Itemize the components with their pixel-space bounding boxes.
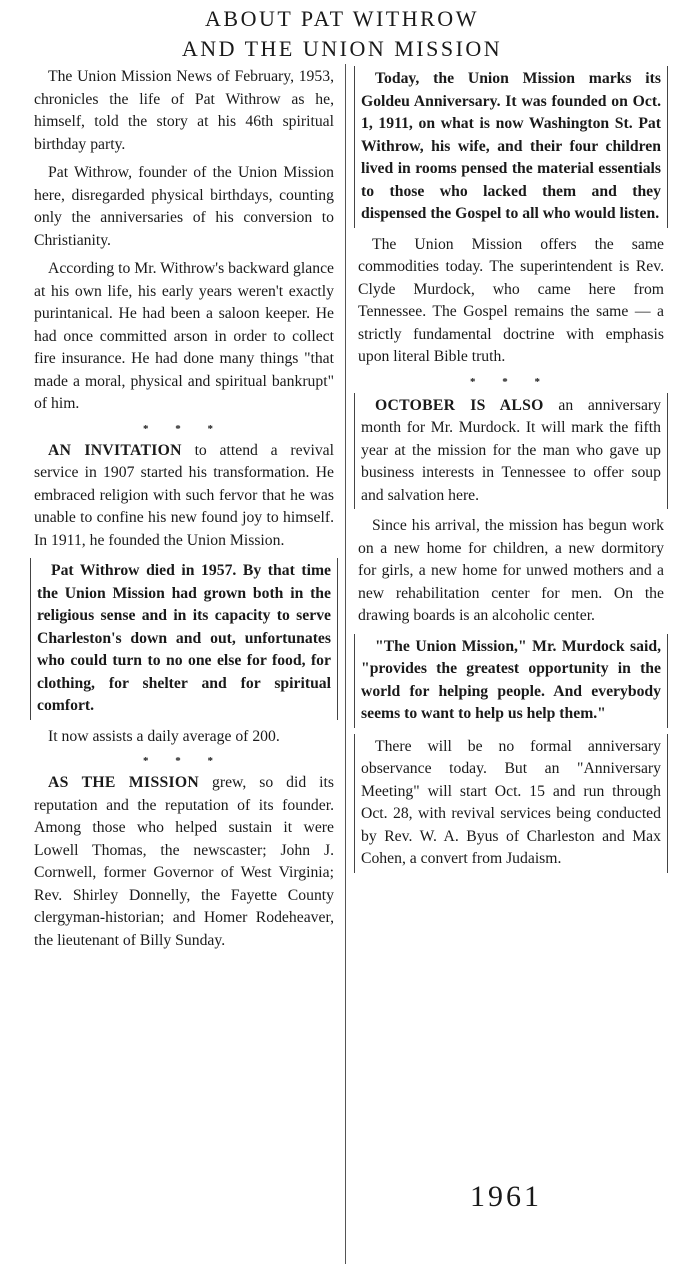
- paragraph: It now assists a daily average of 200.: [48, 727, 280, 745]
- paragraph-body: to attend a revival service in 1907 started his transformation. He embraced religion with such fervor that he was unable to confine his new found joy to himself. In 1911, he founded the Union Mission.: [34, 441, 334, 549]
- paragraph-quote: "The Union Mission," Mr. Murdock said, "provides the greatest opportunity in the world for helping people. And everybody seems to want to help us help them.": [354, 634, 668, 728]
- paragraph-highlight: Pat Withrow died in 1957. By that time the Union Mission had grown both in the religious sense and in its capacity to serve Charleston's down and out, unfortunates who could turn to no one else for food, for clothing, for shelter and for spiritual comfort.: [30, 558, 338, 720]
- section-separator: * * *: [143, 422, 225, 435]
- left-column: [34, 66, 334, 958]
- paragraph-lead: AN INVITATION: [48, 441, 182, 459]
- section-separator: * * *: [470, 375, 552, 388]
- paragraph: [34, 440, 334, 553]
- paragraph-lead: AS THE MISSION: [48, 774, 200, 791]
- column-divider: [345, 64, 346, 1264]
- paragraph: There will be no formal anniversary observance today. But an "Anniversary Meeting" will start Oct. 15 and run through Oct. 28, with revival services being conducted by Rev. W. A. Byus of Charleston and Max Cohen, a convert from Judaism.: [354, 734, 668, 873]
- headline: [0, 4, 684, 64]
- paragraph: Pat Withrow, founder of the Union Mission here, disregarded physical birthdays, counting only the anniversaries of his conversion to Christianity.: [34, 164, 334, 249]
- headline-line-1: ABOUT PAT WITHROW: [205, 6, 479, 31]
- paragraph: [354, 393, 668, 510]
- paragraph: Since his arrival, the mission has begun work on a new home for children, a new dormitory for girls, a new home for unwed mothers and a new rehabilitation center for men. On the drawing boards is an alcoholic center.: [358, 517, 664, 624]
- paragraph-body: grew, so did its reputation and the reputation of its founder. Among those who helped sustain it were Lowell Thomas, the newscaster; John J. Cornwell, former Governor of West Virginia; Rev. Shirley Donnelly, the Fayette County clergyman-historian; and Homer Rodeheaver, the lieutenant of Billy Sunday.: [34, 774, 334, 949]
- paragraph-highlight: Today, the Union Mission marks its Goldeu Anniversary. It was founded on Oct. 1, 1911, on what is now Washington St. Pat Withrow, his wife, and their four children lived in rooms pensed the material essentials to those who lacked them and they dispensed the Gospel to all who would listen.: [354, 66, 668, 228]
- paragraph: The Union Mission offers the same commodities today. The superintendent is Rev. Clyde Murdock, who came here from Tennessee. The Gospel remains the same — a strictly fundamental doctrine with emphasis upon literal Bible truth.: [358, 235, 664, 365]
- year-label: 1961: [470, 1180, 542, 1213]
- paragraph-lead: OCTOBER IS ALSO: [375, 396, 544, 414]
- paragraph: According to Mr. Withrow's backward glance at his own life, his early years weren't exactly purintanical. He had been a saloon keeper. He had once committed arson in order to collect fire insurance. He had done many things "that made a moral, physical and spiritual bankrupt" of him.: [34, 260, 334, 412]
- section-separator: * * *: [143, 755, 225, 767]
- headline-line-2: AND THE UNION MISSION: [181, 36, 503, 61]
- paragraph: The Union Mission News of February, 1953, chronicles the life of Pat Withrow as he, himself, told the story at his 46th spiritual birthday party.: [34, 68, 334, 153]
- paragraph-body: an anniversary month for Mr. Murdock. It will mark the fifth year at the mission for the man who gave up business interests in Tennessee to offer soup and salvation here.: [361, 396, 661, 504]
- right-column: [358, 66, 664, 879]
- paragraph: [34, 772, 334, 952]
